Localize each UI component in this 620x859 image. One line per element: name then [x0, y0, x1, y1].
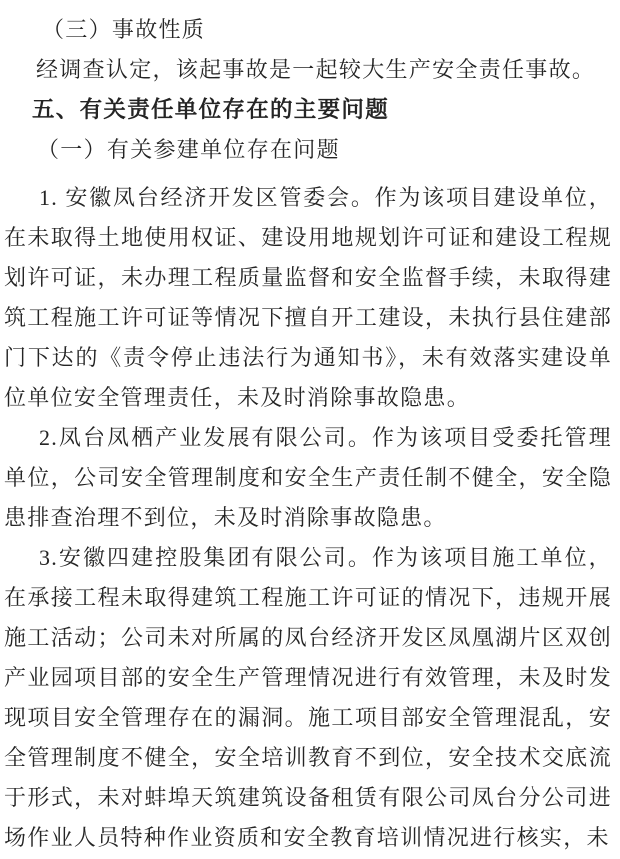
section-heading-main-problems: 五、有关责任单位存在的主要问题 — [32, 97, 390, 122]
paragraph-unit-2-fengqi-company: 2.凤台凤栖产业发展有限公司。作为该项目受委托管理单位，公司安全管理制度和安全生产责任制不健全，安全隐患排查治理不到位，未及时消除事故隐患。 — [4, 425, 612, 530]
section-heading-accident-nature: （三）事故性质 — [42, 17, 206, 42]
paragraph-accident-nature: 经调查认定，该起事故是一起较大生产安全责任事故。 — [36, 57, 596, 82]
paragraph-unit-1-management-committee: 1. 安徽凤台经济开发区管委会。作为该项目建设单位，在未取得土地使用权证、建设用地规划许可证和建设工程规划许可证，未办理工程质量监督和安全监督手续，未取得建筑工程施工许可证等情况下擅自开工建设，未执行县住建部门下达的《责令停止违法行为通知书》，未有效落实建设单位单位安全管理责任，未及时消除事故隐患。 — [4, 185, 612, 410]
paragraph-unit-3-sijian-group: 3.安徽四建控股集团有限公司。作为该项目施工单位，在承接工程未取得建筑工程施工许可证的情况下，违规开展施工活动；公司未对所属的凤台经济开发区凤凰湖片区双创产业园项目部的安全生产管理情况进行有效管理，未及时发现项目安全管理存在的漏洞。施工项目部安全管理混乱，安全管理制度不健全，安全培训教育不到位，安全技术交底流于形式，未对蚌埠天筑建筑设备租赁有限公司凤台分公司进场作业人员特种作业资质和安全教育培训情况进行核实，未 — [4, 545, 612, 850]
subsection-heading-participating-units: （一）有关参建单位存在问题 — [37, 137, 340, 162]
